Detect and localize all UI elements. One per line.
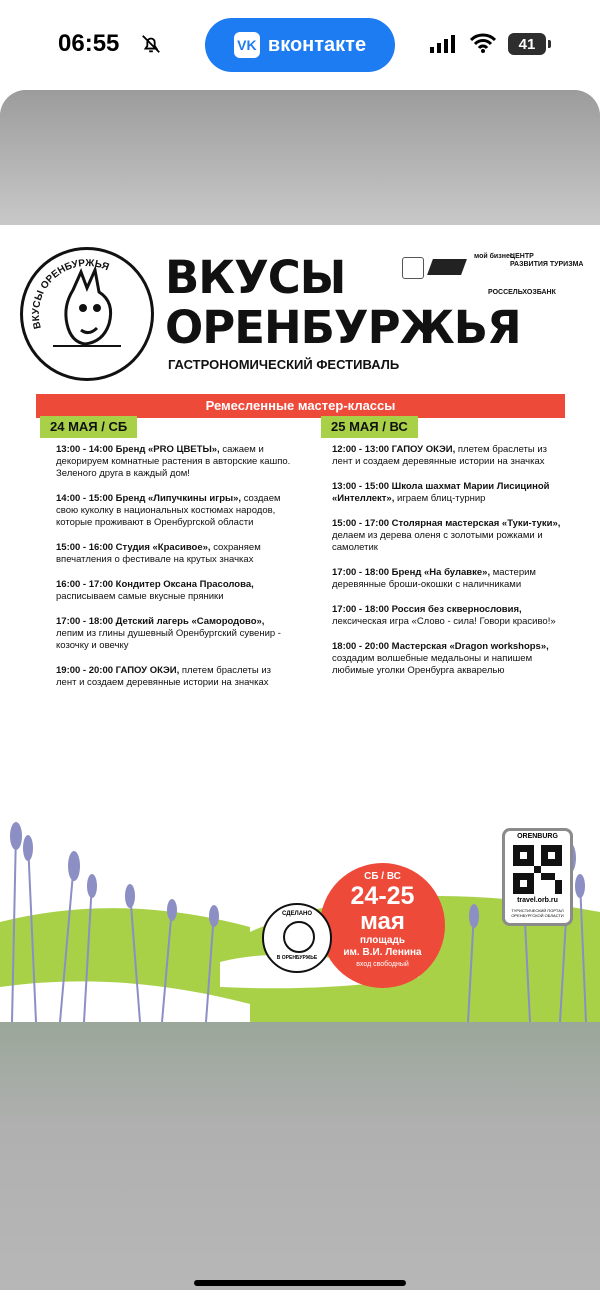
- festival-subtitle: ГАСТРОНОМИЧЕСКИЙ ФЕСТИВАЛЬ: [168, 357, 400, 372]
- event-item: 12:00 - 13:00 ГАПОУ ОКЭИ, плетем браслеты из лент и создаем деревянные истории на значках: [332, 444, 548, 467]
- event-item: 13:00 - 15:00 Школа шахмат Марии Лисициной «Интеллект», играем блиц-турнир: [332, 481, 550, 504]
- blurred-background-top: [0, 90, 600, 225]
- event-item: 17:00 - 18:00 Россия без сквернословия, лексическая игра «Слово - сила! Говори красиво!»: [332, 604, 556, 627]
- qr-code-icon: [513, 845, 562, 894]
- event-item: 17:00 - 18:00 Бренд «На булавке», мастерим деревянные броши-окошки с наличниками: [332, 567, 536, 590]
- story-card[interactable]: [0, 90, 600, 1290]
- wifi-icon: [470, 32, 496, 54]
- event-item: 18:00 - 20:00 Мастерская «Dragon workshops», создадим волшебные медальоны и напишем любимые уголки Оренбурга акварелью: [332, 641, 549, 676]
- event-item: 15:00 - 16:00 Студия «Красивое», сохраняем впечатления о фестивале на крутых значках: [56, 542, 261, 565]
- home-indicator[interactable]: [194, 1280, 406, 1286]
- goat-logo-icon: [23, 250, 151, 378]
- title-line-1: ВКУСЫ: [165, 251, 346, 304]
- badge-place-name: им. В.И. Ленина: [343, 947, 422, 958]
- made-in-orenburg-badge: СДЕЛАНО В ОРЕНБУРЖЬЕ: [262, 903, 332, 973]
- status-bar: [0, 0, 600, 90]
- vk-app-name: вконтакте: [267, 33, 367, 56]
- event-item: 14:00 - 15:00 Бренд «Липучкины игры», создаем свою куколку в национальных костюмах народов, которые проживают в Оренбургской области: [56, 493, 281, 528]
- badge-entry: вход свободный: [356, 961, 409, 968]
- badge-dates: 24-25: [350, 882, 415, 910]
- coat-of-arms-icon: [402, 257, 424, 279]
- vk-app-pill[interactable]: [205, 18, 395, 72]
- event-item: 17:00 - 18:00 Детский лагерь «Самородово», лепим из глины душевный Оренбургский сувенир - козочку и овечку: [56, 616, 281, 651]
- date-badge: [320, 863, 445, 988]
- day1-header: 24 МАЯ / СБ: [40, 416, 137, 438]
- qr-title: ORENBURG: [517, 833, 558, 840]
- qr-code-card[interactable]: [502, 828, 573, 926]
- my-business-logo: мой бизнес: [474, 253, 514, 260]
- battery-tip: [548, 40, 551, 48]
- festival-poster: [0, 225, 600, 1022]
- day2-header: 25 МАЯ / ВС: [321, 416, 418, 438]
- partner-logos: [402, 247, 587, 309]
- badge-place: площадь: [360, 935, 405, 946]
- day2-events: [332, 444, 567, 690]
- badge-days: СБ / ВС: [364, 871, 401, 882]
- bank-logo: РОССЕЛЬХОЗБАНК: [488, 289, 556, 296]
- section-banner: Ремесленные мастер-классы: [36, 394, 565, 418]
- day1-events: [56, 444, 291, 702]
- badge-month: мая: [360, 908, 405, 935]
- event-item: 13:00 - 14:00 Бренд «PRO ЦВЕТЫ», сажаем и декорируем комнатные растения в авторские кашпо. Зеленого друга в каждый дом!: [56, 444, 291, 479]
- partner-stripe-logo: [427, 259, 467, 275]
- festival-logo: [20, 247, 154, 381]
- qr-url: travel.orb.ru: [517, 897, 558, 904]
- qr-caption: ТУРИСТИЧЕСКИЙ ПОРТАЛ ОРЕНБУРГСКОЙ ОБЛАСТИ: [511, 908, 564, 918]
- status-time: 06:55: [58, 30, 120, 57]
- event-item: 16:00 - 17:00 Кондитер Оксана Прасолова, расписываем самые вкусные пряники: [56, 579, 254, 602]
- svg-text:ВКУСЫ ОРЕНБУРЖЬЯ: ВКУСЫ ОРЕНБУРЖЬЯ: [30, 257, 111, 330]
- event-item: 15:00 - 17:00 Столярная мастерская «Туки-туки», делаем из дерева оленя с золотыми рожками и самолетик: [332, 518, 561, 553]
- vk-logo-icon: VK: [234, 32, 260, 58]
- cellular-signal-icon: [430, 35, 456, 53]
- blurred-background-bottom: [0, 1022, 600, 1290]
- title-line-2: ОРЕНБУРЖЬЯ: [165, 301, 521, 354]
- battery-icon: 41: [508, 33, 546, 55]
- yarn-ball-icon: [283, 921, 315, 953]
- tourism-center-logo: ЦЕНТР РАЗВИТИЯ ТУРИЗМА: [510, 253, 584, 268]
- bell-muted-icon: [140, 33, 162, 55]
- event-item: 19:00 - 20:00 ГАПОУ ОКЭИ, плетем браслеты из лент и создаем деревянные истории на значках: [56, 665, 272, 688]
